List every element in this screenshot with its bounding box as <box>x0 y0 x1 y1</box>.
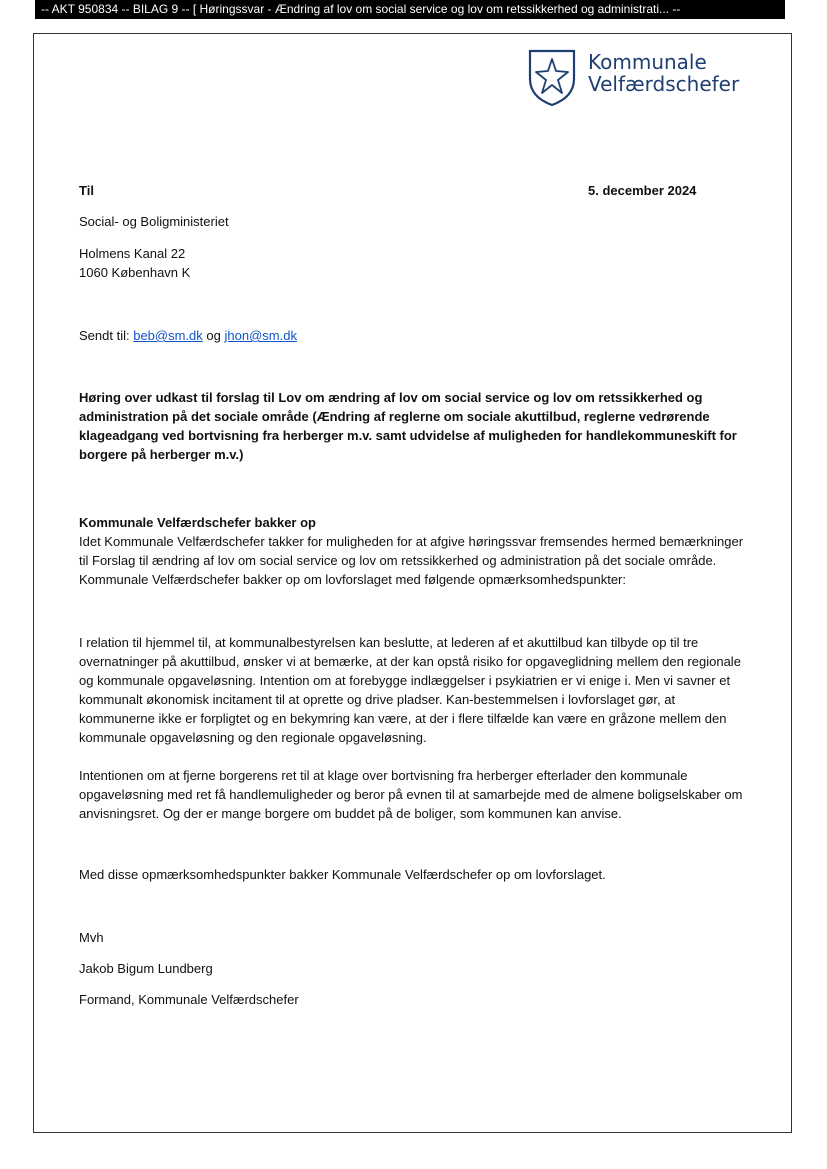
sent-to-prefix: Sendt til: <box>79 328 130 343</box>
recipient-name: Social- og Boligministeriet <box>79 214 229 229</box>
logo-text-line1: Kommunale <box>588 50 707 74</box>
section-heading: Kommunale Velfærdschefer bakker op <box>79 515 316 530</box>
email-link-beb[interactable]: beb@sm.dk <box>133 328 203 343</box>
document-header-bar <box>35 0 785 19</box>
star-shield-icon <box>527 45 577 107</box>
signatory-title: Formand, Kommunale Velfærdschefer <box>79 992 299 1007</box>
header-bar-text: -- AKT 950834 -- BILAG 9 -- [ Høringssvar - Ændring af lov om social service og lov om retssikkerhed og administrati... -- <box>41 2 681 16</box>
closing-greeting: Mvh <box>79 930 104 945</box>
sent-to-conjunction: og <box>206 328 221 343</box>
recipient-city: 1060 København K <box>79 265 191 280</box>
letter-date: 5. december 2024 <box>588 183 697 198</box>
body-paragraph-3: Intentionen om at fjerne borgerens ret til at klage over bortvisning fra herberger efterlader den kommunale opgaveløsning med ret få handlemuligheder og beror på evnen til at samarbejde med de almene boligselskaber om anvisningsret. Og der er mange borgere om buddet på de boliger, som kommunen kan anvise. <box>79 768 743 821</box>
signatory-name: Jakob Bigum Lundberg <box>79 961 213 976</box>
subject-heading: Høring over udkast til forslag til Lov om ændring af lov om social service og lov om retssikkerhed og administration på det sociale område (Ændring af reglerne om sociale akuttilbud, reglerne vedrørende klageadgang ved bortvisning fra herberger m.v. samt udvidelse af muligheden for handlekommuneskift for borgere på herberger m.v.) <box>79 390 737 462</box>
email-link-jhon[interactable]: jhon@sm.dk <box>224 328 297 343</box>
organization-logo <box>527 45 757 107</box>
body-paragraph-1: Idet Kommunale Velfærdschefer takker for muligheden for at afgive høringssvar fremsendes hermed bemærkninger til Forslag til ændring af lov om social service og lov om retssikkerhed og administration på det sociale område. Kommunale Velfærdschefer bakker op om lovforslaget med følgende opmærksomhedspunkter: <box>79 534 744 587</box>
recipient-label: Til <box>79 183 94 198</box>
sent-to-line <box>79 326 297 345</box>
recipient-street: Holmens Kanal 22 <box>79 246 186 261</box>
body-paragraph-4: Med disse opmærksomhedspunkter bakker Kommunale Velfærdschefer op om lovforslaget. <box>79 867 606 882</box>
body-paragraph-2: I relation til hjemmel til, at kommunalbestyrelsen kan beslutte, at lederen af et akuttilbud kan tilbyde op til tre overnatninger på akuttilbud, ønsker vi at bemærke, at der kan opstå risiko for opgaveglidning mellem den regionale og kommunale opgaveløsning. Intention om at forebygge indlæggelser i psykiatrien er vi enige i. Men vi savner et kommunalt økonomisk incitament til at oprette og drive pladser. Kan-bestemmelsen i lovforslaget gør, at kommunerne ikke er forpligtet og en bekymring kan være, at der i flere tilfælde kan være en gråzone mellem den kommunale opgaveløsning og den regionale opgaveløsning. <box>79 635 741 745</box>
logo-text-line2: Velfærdschefer <box>588 72 740 96</box>
